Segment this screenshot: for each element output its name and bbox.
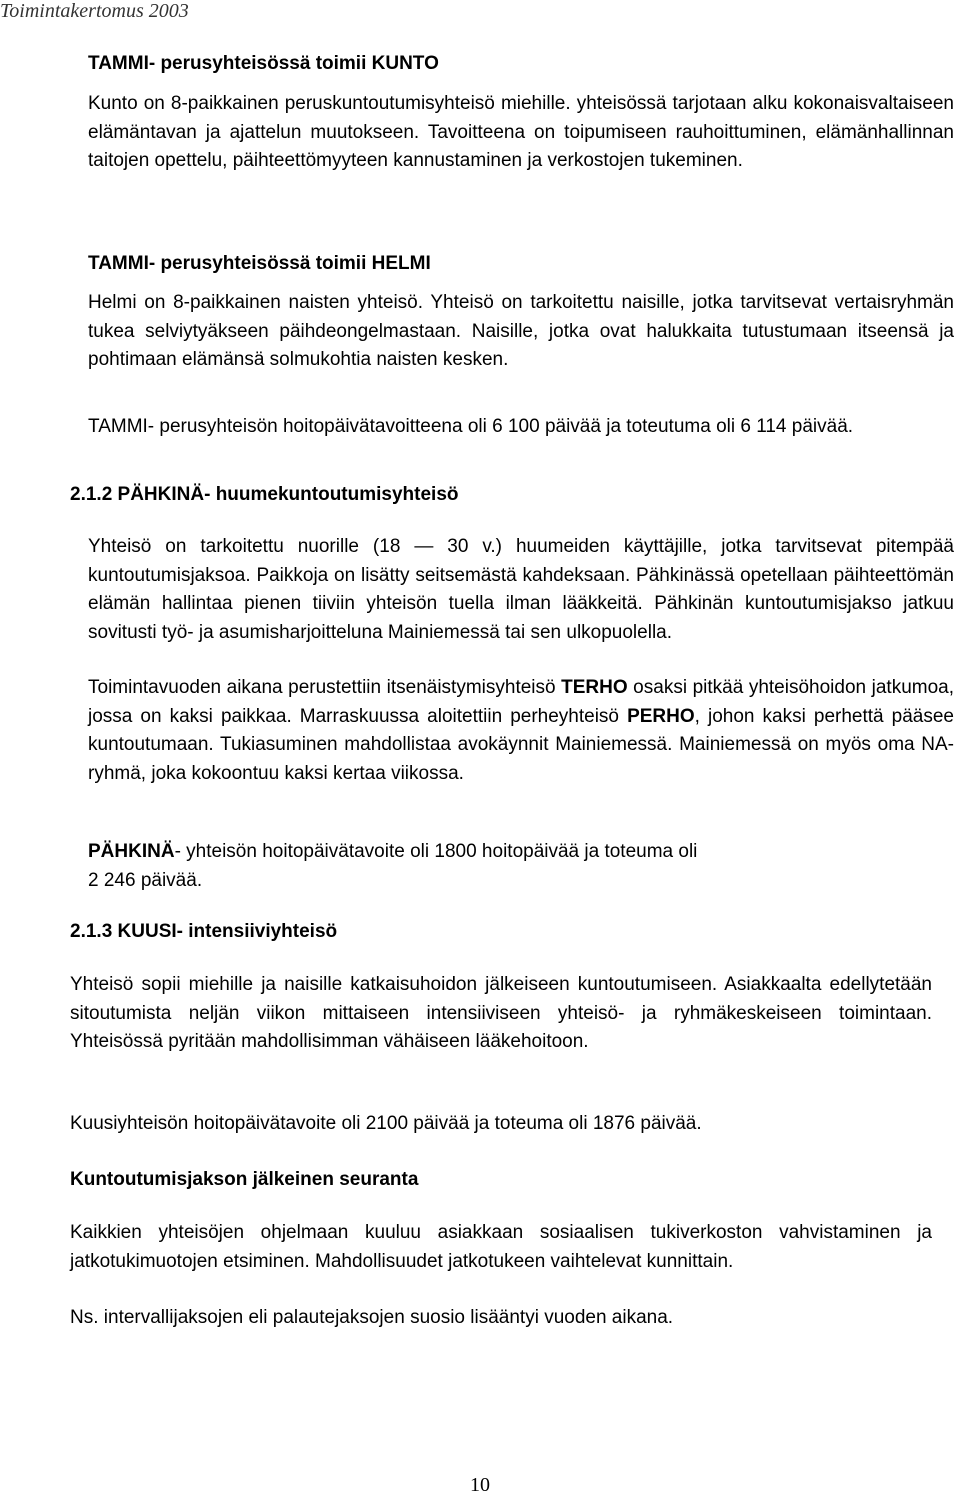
pahkina-paragraph: Yhteisö on tarkoitettu nuorille (18 — 30 v.) huumeiden käyttäjille, jotka tarvitsevat pitempää kuntoutumisjaksoa. Paikkoja on lisätty seitsemästä kahdeksaan. Pähkinässä opetellaan päihteettömän elämän hallintaa pienen tiiviin yhteisön tuella ilman lääkkeitä. Pähkinän kuntoutumisjakso jatkuu sovitusti työ- ja asumisharjoitteluna Mainiemessä tai sen ulkopuolella. (88, 536, 954, 643)
kunto-paragraph: Kunto on 8-paikkainen peruskuntoutumisyhteisö miehille. yhteisössä tarjotaan alku kokonaisvaltaiseen elämäntavan ja ajattelun muutokseen. Tavoitteena on toipumiseen rauhoittuminen, elämänhallinnan taitojen opettelu, päihteettömyyteen kannustaminen ja verkostojen tukeminen. (88, 93, 954, 171)
pahkina-target-bold: PÄHKINÄ (88, 841, 175, 862)
terho-name: TERHO (561, 677, 628, 698)
kuusi-target-paragraph: Kuusiyhteisön hoitopäivätavoite oli 2100 päivää ja toteuma oli 1876 päivää. (70, 1113, 702, 1134)
perho-name: PERHO (627, 705, 695, 727)
kuusi-paragraph: Yhteisö sopii miehille ja naisille katkaisuhoidon jälkeiseen kuntoutumiseen. Asiakkaalta edellytetään sitoutumista neljän viikon mittaiseen intensiiviseen yhteisö- ja ryhmäkeskeiseen toimintaan. Yhteisössä pyritään mahdollisimman vähäiseen lääkehoitoon. (70, 974, 932, 1052)
pahkina-text-part-c: , johon kaksi perhettä pääsee kuntoutumaan. Tukiasuminen mahdollistaa avokäynnit Mainiemessä. Mainiemessä on myös oma NA- ryhmä, joka kokoontuu kaksi kertaa viikossa. (88, 705, 954, 784)
page-number: 10 (470, 1474, 490, 1496)
helmi-paragraph: Helmi on 8-paikkainen naisten yhteisö. Yhteisö on tarkoitettu naisille, jotka tarvitsevat vertaisryhmän tukea selviytyäkseen päihdeongelmastaan. Naisille, jotka ovat halukkaita tutustumaan itseensä ja pohtimaan elämänsä solmukohtia naisten kesken. (88, 292, 954, 370)
seuranta-paragraph-2: Ns. intervallijaksojen eli palautejaksojen suosio lisääntyi vuoden aikana. (70, 1307, 674, 1328)
pahkina-heading: 2.1.2 PÄHKINÄ- huumekuntoutumisyhteisö (70, 484, 459, 505)
pahkina-text-part-b: osaksi pitkää yhteisöhoidon jatkumoa, jossa on kaksi paikkaa. Marraskuussa aloitettiin perheyhteisö (88, 677, 954, 727)
pahkina-target-line2: 2 246 päivää. (88, 869, 203, 891)
pahkina-text-part-a: Toimintavuoden aikana perustettiin itsenäistymisyhteisö (88, 677, 562, 698)
helmi-target-paragraph: TAMMI- perusyhteisön hoitopäivätavoitteena oli 6 100 päivää ja toteutuma oli 6 114 päivää. (88, 416, 854, 437)
kuusi-heading: 2.1.3 KUUSI- intensiiviyhteisö (70, 921, 338, 942)
pahkina-paragraph-2 (88, 674, 954, 788)
pahkina-target-paragraph (88, 838, 908, 895)
running-title: Toimintakertomus 2003 (0, 0, 189, 22)
pahkina-target-line1: - yhteisön hoitopäivätavoite oli 1800 hoitopäivää ja toteuma oli (174, 841, 698, 862)
seuranta-heading: Kuntoutumisjakson jälkeinen seuranta (70, 1169, 419, 1190)
kunto-heading: TAMMI- perusyhteisössä toimii KUNTO (88, 53, 439, 74)
seuranta-paragraph: Kaikkien yhteisöjen ohjelmaan kuuluu asiakkaan sosiaalisen tukiverkoston vahvistaminen ja jatkotukimuotojen etsiminen. Mahdollisuudet jatkotukeen vaihtelevat kunnittain. (70, 1222, 932, 1272)
helmi-heading: TAMMI- perusyhteisössä toimii HELMI (88, 253, 431, 274)
